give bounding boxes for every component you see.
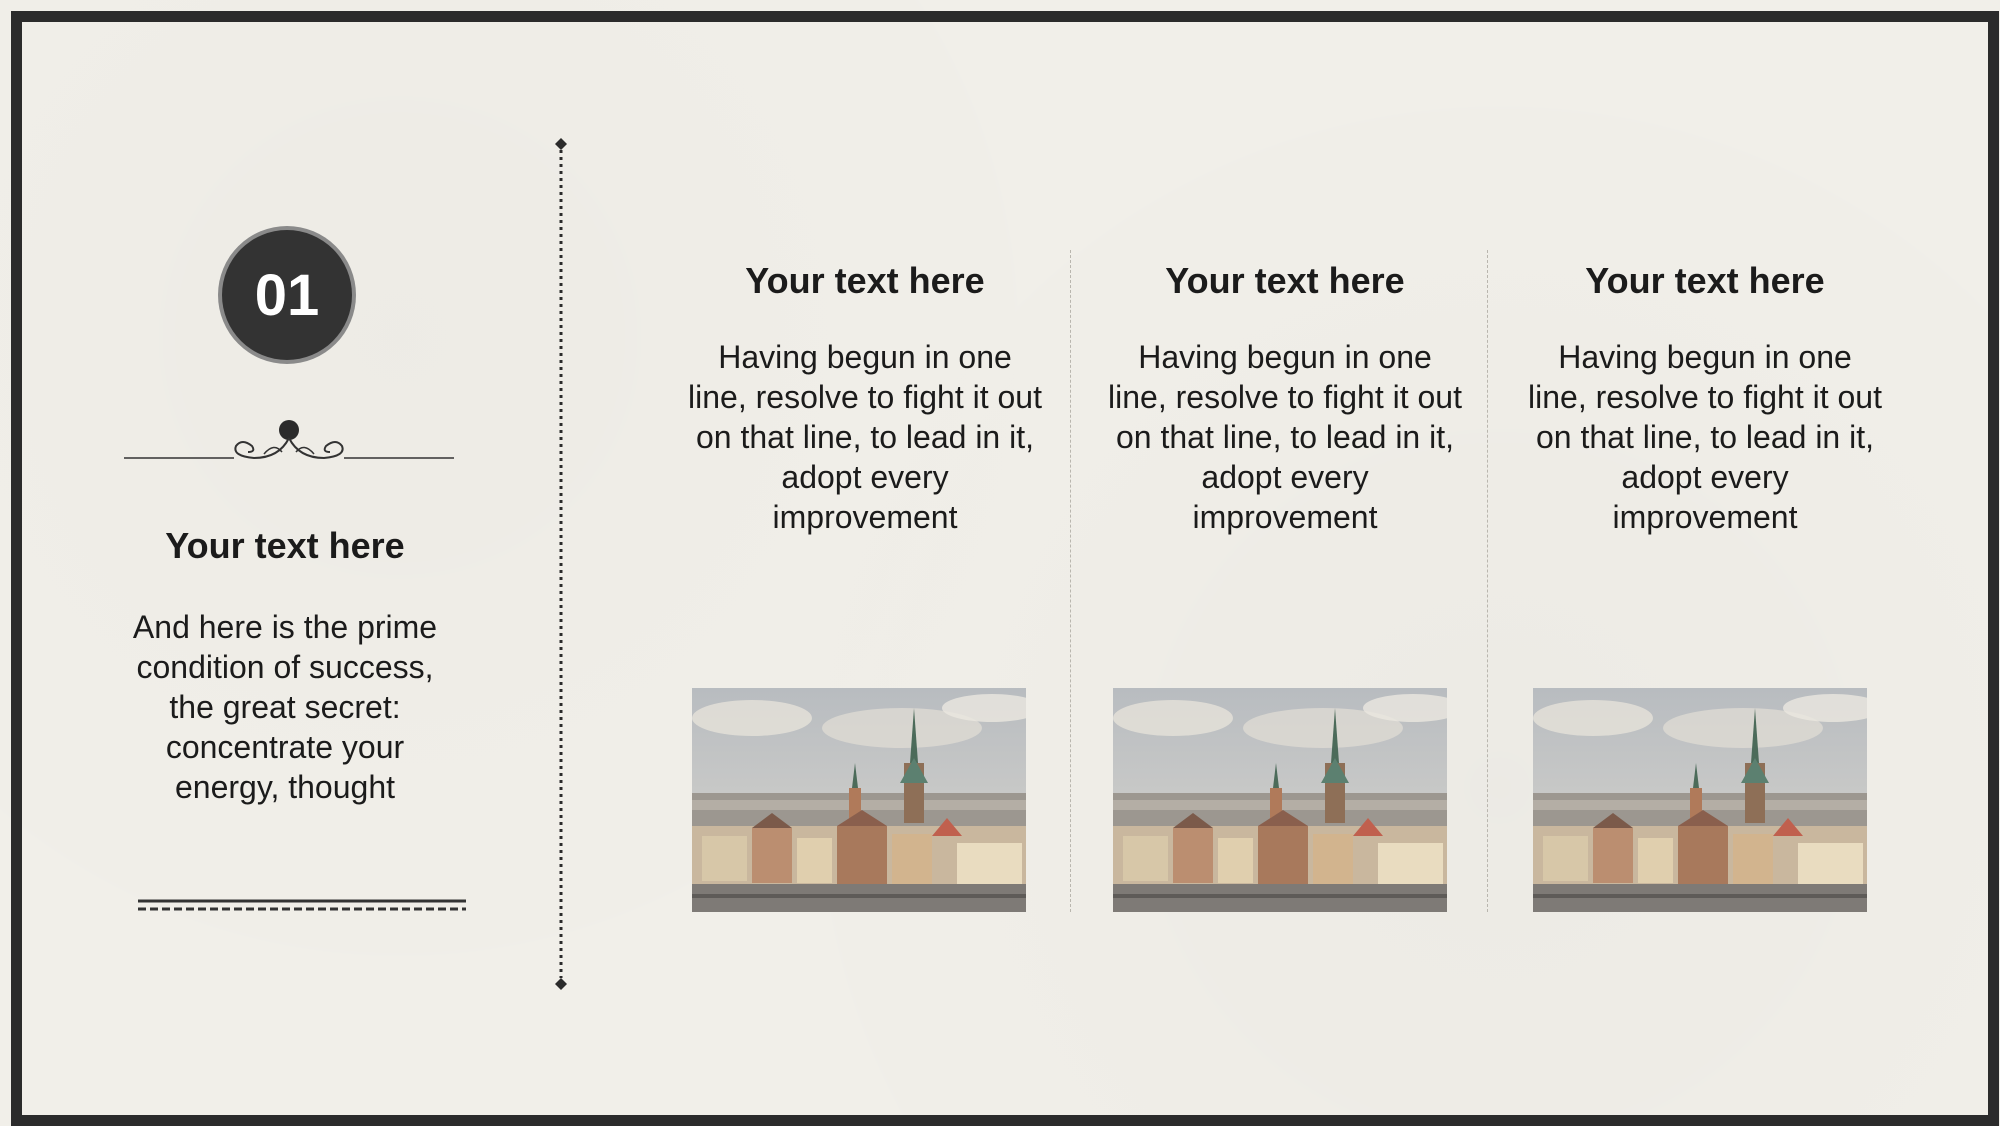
content-column-1 — [685, 255, 1045, 537]
content-column-2 — [1105, 255, 1465, 537]
city-photo-1 — [692, 688, 1026, 912]
column-body-text: Having begun in one line, resolve to fight it out on that line, to lead in it, adopt every improvement — [1108, 339, 1462, 535]
city-photo-2 — [1113, 688, 1447, 912]
double-rule-divider — [138, 898, 466, 914]
left-heading: Your text here — [165, 525, 405, 566]
column-body-text: Having begun in one line, resolve to fight it out on that line, to lead in it, adopt every improvement — [688, 339, 1042, 535]
number-badge — [222, 230, 352, 360]
column-heading: Your text here — [745, 260, 985, 301]
column-heading: Your text here — [1165, 260, 1405, 301]
column-body-text: Having begun in one line, resolve to fight it out on that line, to lead in it, adopt every improvement — [1528, 339, 1882, 535]
slide-frame — [11, 11, 1999, 1126]
column-heading: Your text here — [1585, 260, 1825, 301]
badge-number: 01 — [254, 262, 320, 328]
content-column-3 — [1525, 255, 1885, 537]
flourish-ornament — [124, 418, 454, 468]
city-photo-3 — [1533, 688, 1867, 912]
column-divider-1 — [1070, 250, 1071, 912]
vertical-dotted-divider — [553, 138, 569, 990]
column-divider-2 — [1487, 250, 1488, 912]
left-body-text: And here is the prime condition of success, the great secret: concentrate your energy, thought — [132, 609, 438, 805]
